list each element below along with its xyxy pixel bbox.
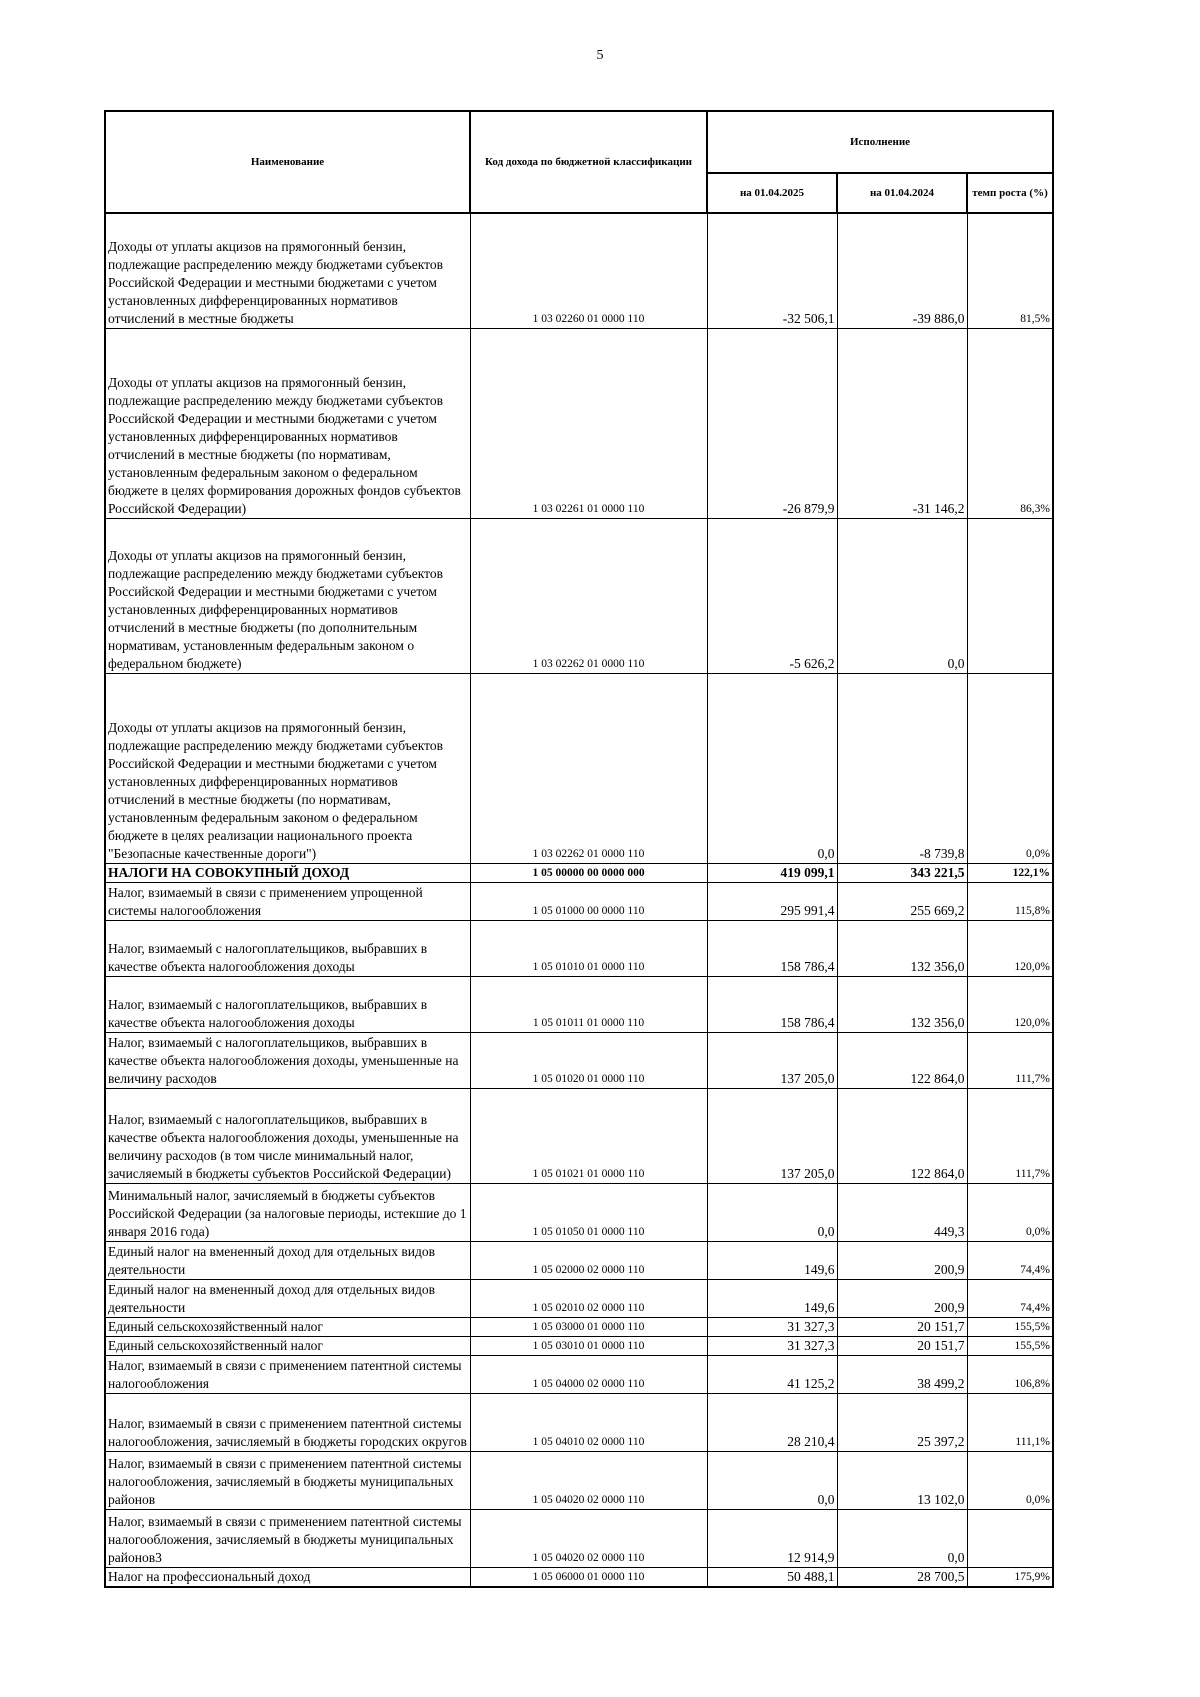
table-row — [105, 863, 1053, 882]
row-name: Налог, взимаемый с налогоплательщиков, выбравших в качестве объекта налогообложения доходы, уменьшенные на величину расходов (в том числе минимальный налог, зачисляемый в бюджеты субъектов Российской Федерации) — [105, 1088, 470, 1183]
row-code: 1 05 01021 01 0000 110 — [470, 1088, 707, 1183]
row-growth-percent — [967, 1509, 1053, 1567]
row-name: Налог, взимаемый в связи с применением упрощенной системы налогообложения — [105, 882, 470, 920]
header-date-2025: на 01.04.2025 — [707, 173, 837, 213]
header-code: Код дохода по бюджетной классификации — [470, 111, 707, 213]
row-value-2025: -32 506,1 — [707, 213, 837, 328]
row-value-2025: 137 205,0 — [707, 1088, 837, 1183]
table-row — [105, 1241, 1053, 1279]
row-code: 1 05 02010 02 0000 110 — [470, 1279, 707, 1317]
row-value-2025: 149,6 — [707, 1279, 837, 1317]
row-name: Налог, взимаемый с налогоплательщиков, выбравших в качестве объекта налогообложения доходы — [105, 976, 470, 1032]
row-value-2024: 200,9 — [837, 1241, 967, 1279]
table-row — [105, 1183, 1053, 1241]
table-row — [105, 213, 1053, 328]
row-name: Единый налог на вмененный доход для отдельных видов деятельности — [105, 1279, 470, 1317]
row-value-2025: 0,0 — [707, 1451, 837, 1509]
row-growth-percent: 155,5% — [967, 1336, 1053, 1355]
row-value-2025: -5 626,2 — [707, 518, 837, 673]
row-growth-percent: 111,7% — [967, 1032, 1053, 1088]
header-growth: темп роста (%) — [967, 173, 1053, 213]
row-growth-percent: 115,8% — [967, 882, 1053, 920]
table-row — [105, 1088, 1053, 1183]
row-value-2024: 28 700,5 — [837, 1567, 967, 1587]
row-code: 1 05 04020 02 0000 110 — [470, 1509, 707, 1567]
row-value-2025: 149,6 — [707, 1241, 837, 1279]
row-name: Доходы от уплаты акцизов на прямогонный бензин, подлежащие распределению между бюджетами субъектов Российской Федерации и местными бюджетами с учетом установленных дифференцированных нормативов отчислений в местные бюджеты (по нормативам, установленным федеральным законом о федеральном бюджете в целях формирования дорожных фондов субъектов Российской Федерации) — [105, 328, 470, 518]
row-value-2024: 132 356,0 — [837, 920, 967, 976]
row-value-2024: 20 151,7 — [837, 1317, 967, 1336]
table-row — [105, 1567, 1053, 1587]
table-row — [105, 1509, 1053, 1567]
row-name: Налог, взимаемый в связи с применением патентной системы налогообложения — [105, 1355, 470, 1393]
row-code: 1 05 01050 01 0000 110 — [470, 1183, 707, 1241]
row-growth-percent: 122,1% — [967, 863, 1053, 882]
row-value-2025: 137 205,0 — [707, 1032, 837, 1088]
row-code: 1 05 06000 01 0000 110 — [470, 1567, 707, 1587]
row-name: Минимальный налог, зачисляемый в бюджеты субъектов Российской Федерации (за налоговые периоды, истекшие до 1 января 2016 года) — [105, 1183, 470, 1241]
row-code: 1 05 01020 01 0000 110 — [470, 1032, 707, 1088]
row-growth-percent: 111,1% — [967, 1393, 1053, 1451]
row-name: Налог, взимаемый с налогоплательщиков, выбравших в качестве объекта налогообложения доходы — [105, 920, 470, 976]
row-value-2024: 122 864,0 — [837, 1088, 967, 1183]
row-code: 1 05 01010 01 0000 110 — [470, 920, 707, 976]
row-name: Единый сельскохозяйственный налог — [105, 1317, 470, 1336]
row-name: Единый сельскохозяйственный налог — [105, 1336, 470, 1355]
row-value-2024: 132 356,0 — [837, 976, 967, 1032]
row-growth-percent: 74,4% — [967, 1279, 1053, 1317]
row-value-2025: 295 991,4 — [707, 882, 837, 920]
row-value-2024: 0,0 — [837, 518, 967, 673]
row-growth-percent: 106,8% — [967, 1355, 1053, 1393]
row-value-2025: 31 327,3 — [707, 1317, 837, 1336]
row-code: 1 03 02260 01 0000 110 — [470, 213, 707, 328]
row-value-2024: -8 739,8 — [837, 673, 967, 863]
row-value-2025: 158 786,4 — [707, 976, 837, 1032]
row-value-2024: 343 221,5 — [837, 863, 967, 882]
table-row — [105, 976, 1053, 1032]
row-name: НАЛОГИ НА СОВОКУПНЫЙ ДОХОД — [105, 863, 470, 882]
row-growth-percent: 0,0% — [967, 1451, 1053, 1509]
row-value-2024: 25 397,2 — [837, 1393, 967, 1451]
row-value-2024: 20 151,7 — [837, 1336, 967, 1355]
row-value-2024: 449,3 — [837, 1183, 967, 1241]
row-name: Доходы от уплаты акцизов на прямогонный бензин, подлежащие распределению между бюджетами субъектов Российской Федерации и местными бюджетами с учетом установленных дифференцированных нормативов отчислений в местные бюджеты (по нормативам, установленным федеральным законом о федеральном бюджете в целях реализации национального проекта "Безопасные качественные дороги") — [105, 673, 470, 863]
row-code: 1 05 02000 02 0000 110 — [470, 1241, 707, 1279]
budget-execution-table — [104, 110, 1054, 1588]
row-name: Доходы от уплаты акцизов на прямогонный бензин, подлежащие распределению между бюджетами субъектов Российской Федерации и местными бюджетами с учетом установленных дифференцированных нормативов отчислений в местные бюджеты — [105, 213, 470, 328]
row-name: Налог, взимаемый в связи с применением патентной системы налогообложения, зачисляемый в бюджеты муниципальных районов — [105, 1451, 470, 1509]
row-value-2025: 41 125,2 — [707, 1355, 837, 1393]
row-growth-percent: 0,0% — [967, 673, 1053, 863]
row-value-2025: -26 879,9 — [707, 328, 837, 518]
row-growth-percent: 120,0% — [967, 976, 1053, 1032]
table-row — [105, 518, 1053, 673]
row-name: Единый налог на вмененный доход для отдельных видов деятельности — [105, 1241, 470, 1279]
row-growth-percent: 175,9% — [967, 1567, 1053, 1587]
table-row — [105, 882, 1053, 920]
table-row — [105, 673, 1053, 863]
header-name: Наименование — [105, 111, 470, 213]
row-code: 1 05 01011 01 0000 110 — [470, 976, 707, 1032]
row-value-2025: 0,0 — [707, 1183, 837, 1241]
table-row — [105, 1032, 1053, 1088]
row-code: 1 05 03010 01 0000 110 — [470, 1336, 707, 1355]
table-row — [105, 1336, 1053, 1355]
row-value-2025: 158 786,4 — [707, 920, 837, 976]
row-value-2024: 0,0 — [837, 1509, 967, 1567]
row-value-2024: 13 102,0 — [837, 1451, 967, 1509]
row-code: 1 03 02262 01 0000 110 — [470, 673, 707, 863]
row-growth-percent: 155,5% — [967, 1317, 1053, 1336]
row-growth-percent: 0,0% — [967, 1183, 1053, 1241]
table-row — [105, 1317, 1053, 1336]
table-row — [105, 1451, 1053, 1509]
row-code: 1 05 04000 02 0000 110 — [470, 1355, 707, 1393]
row-growth-percent — [967, 518, 1053, 673]
row-growth-percent: 111,7% — [967, 1088, 1053, 1183]
row-code: 1 03 02261 01 0000 110 — [470, 328, 707, 518]
table-row — [105, 328, 1053, 518]
row-growth-percent: 74,4% — [967, 1241, 1053, 1279]
row-value-2024: 255 669,2 — [837, 882, 967, 920]
row-value-2025: 28 210,4 — [707, 1393, 837, 1451]
row-code: 1 05 00000 00 0000 000 — [470, 863, 707, 882]
row-growth-percent: 86,3% — [967, 328, 1053, 518]
row-code: 1 05 04020 02 0000 110 — [470, 1451, 707, 1509]
row-name: Налог, взимаемый в связи с применением патентной системы налогообложения, зачисляемый в бюджеты муниципальных районов3 — [105, 1509, 470, 1567]
row-name: Налог, взимаемый в связи с применением патентной системы налогообложения, зачисляемый в бюджеты городских округов — [105, 1393, 470, 1451]
row-value-2025: 0,0 — [707, 673, 837, 863]
row-value-2025: 31 327,3 — [707, 1336, 837, 1355]
row-value-2025: 12 914,9 — [707, 1509, 837, 1567]
row-name: Доходы от уплаты акцизов на прямогонный бензин, подлежащие распределению между бюджетами субъектов Российской Федерации и местными бюджетами с учетом установленных дифференцированных нормативов отчислений в местные бюджеты (по дополнительным нормативам, установленным федеральным законом о федеральном бюджете) — [105, 518, 470, 673]
table-row — [105, 1279, 1053, 1317]
row-value-2024: -31 146,2 — [837, 328, 967, 518]
row-value-2024: 122 864,0 — [837, 1032, 967, 1088]
row-value-2025: 50 488,1 — [707, 1567, 837, 1587]
page-number: 5 — [596, 48, 604, 63]
row-value-2024: -39 886,0 — [837, 213, 967, 328]
row-code: 1 05 03000 01 0000 110 — [470, 1317, 707, 1336]
row-name: Налог на профессиональный доход — [105, 1567, 470, 1587]
header-date-2024: на 01.04.2024 — [837, 173, 967, 213]
row-value-2024: 200,9 — [837, 1279, 967, 1317]
row-code: 1 05 04010 02 0000 110 — [470, 1393, 707, 1451]
row-growth-percent: 120,0% — [967, 920, 1053, 976]
row-code: 1 05 01000 00 0000 110 — [470, 882, 707, 920]
row-growth-percent: 81,5% — [967, 213, 1053, 328]
table-row — [105, 1355, 1053, 1393]
row-value-2024: 38 499,2 — [837, 1355, 967, 1393]
table-row — [105, 920, 1053, 976]
row-name: Налог, взимаемый с налогоплательщиков, выбравших в качестве объекта налогообложения доходы, уменьшенные на величину расходов — [105, 1032, 470, 1088]
header-execution: Исполнение — [707, 111, 1053, 173]
table-body — [105, 213, 1053, 1587]
row-code: 1 03 02262 01 0000 110 — [470, 518, 707, 673]
row-value-2025: 419 099,1 — [707, 863, 837, 882]
table-row — [105, 1393, 1053, 1451]
